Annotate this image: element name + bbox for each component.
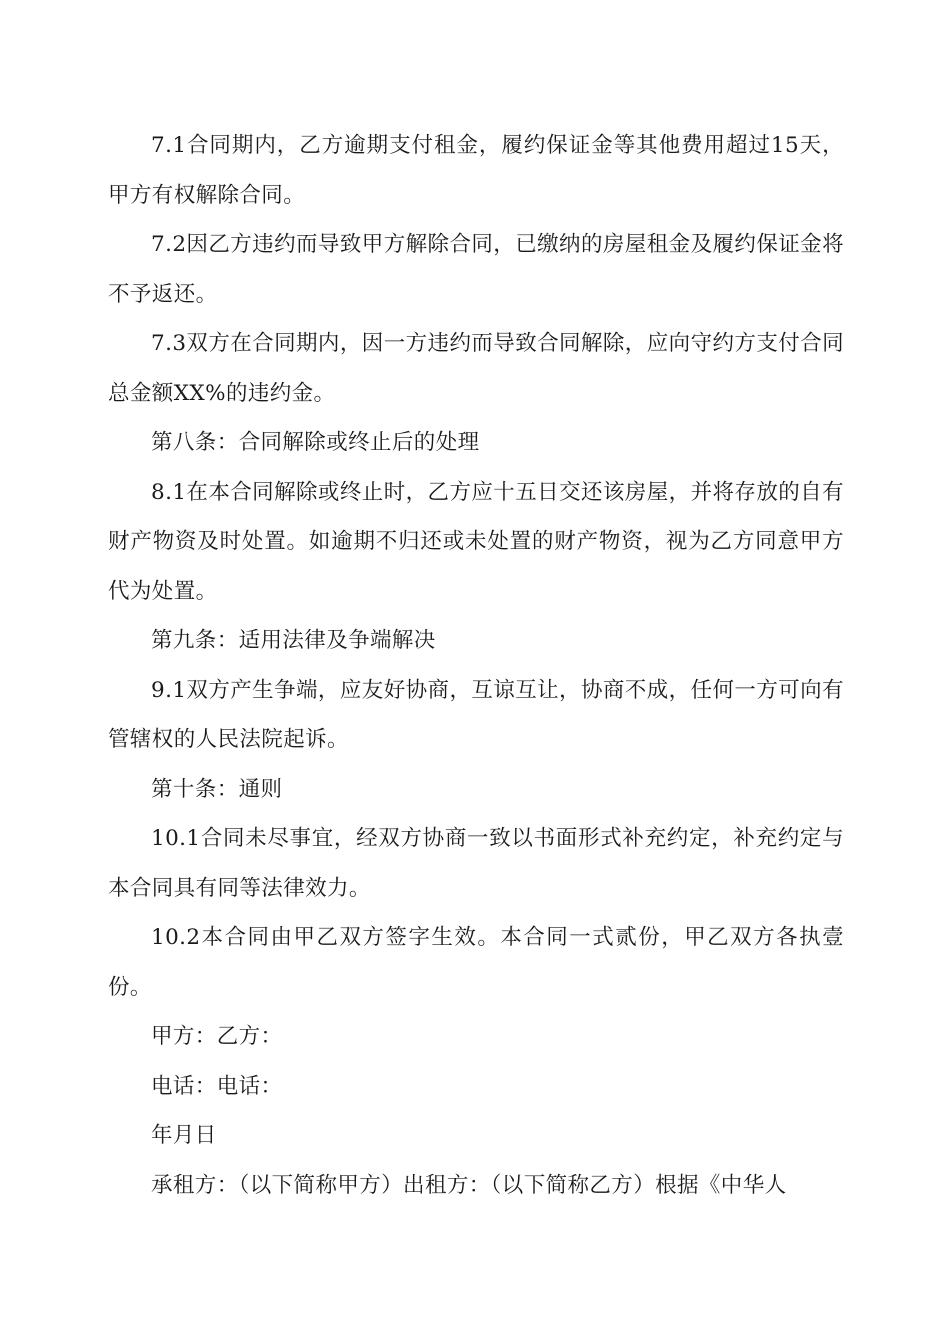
- date-line: 年月日: [151, 1123, 217, 1148]
- clause-7-3: 7.3双方在合同期内，因一方违约而导致合同解除，应向守约方支付合同总金额XX%的违约金。: [108, 331, 844, 406]
- clause-7-1: 7.1合同期内，乙方逾期支付租金，履约保证金等其他费用超过15天，甲方有权解除合同。: [108, 133, 844, 208]
- phone-line: 电话：电话：: [151, 1073, 283, 1099]
- next-contract-intro: 承租方：（以下简称甲方）出租方：（以下简称乙方）根据《中华人: [151, 1172, 787, 1198]
- article-10-heading: 第十条：通则: [151, 776, 283, 802]
- clause-10-1: 10.1合同未尽事宜，经双方协商一致以书面形式补充约定，补充约定与本合同具有同等法律效力。: [108, 826, 844, 901]
- clause-8-1: 8.1在本合同解除或终止时，乙方应十五日交还该房屋，并将存放的自有财产物资及时处置。如逾期不归还或未处置的财产物资，视为乙方同意甲方代为处置。: [108, 479, 844, 604]
- clause-9-1: 9.1双方产生争端，应友好协商，互谅互让，协商不成，任何一方可向有管辖权的人民法院起诉。: [108, 677, 844, 752]
- article-9-heading: 第九条：适用法律及争端解决: [151, 628, 436, 653]
- clause-7-2: 7.2因乙方违约而导致甲方解除合同，已缴纳的房屋租金及履约保证金将不予返还。: [108, 232, 844, 307]
- document-body: [108, 121, 844, 1210]
- signature-parties-line: 甲方：乙方：: [151, 1024, 283, 1049]
- article-8-heading: 第八条：合同解除或终止后的处理: [151, 430, 480, 455]
- clause-10-2: 10.2本合同由甲乙双方签字生效。本合同一式贰份，甲乙双方各执壹份。: [108, 925, 844, 1000]
